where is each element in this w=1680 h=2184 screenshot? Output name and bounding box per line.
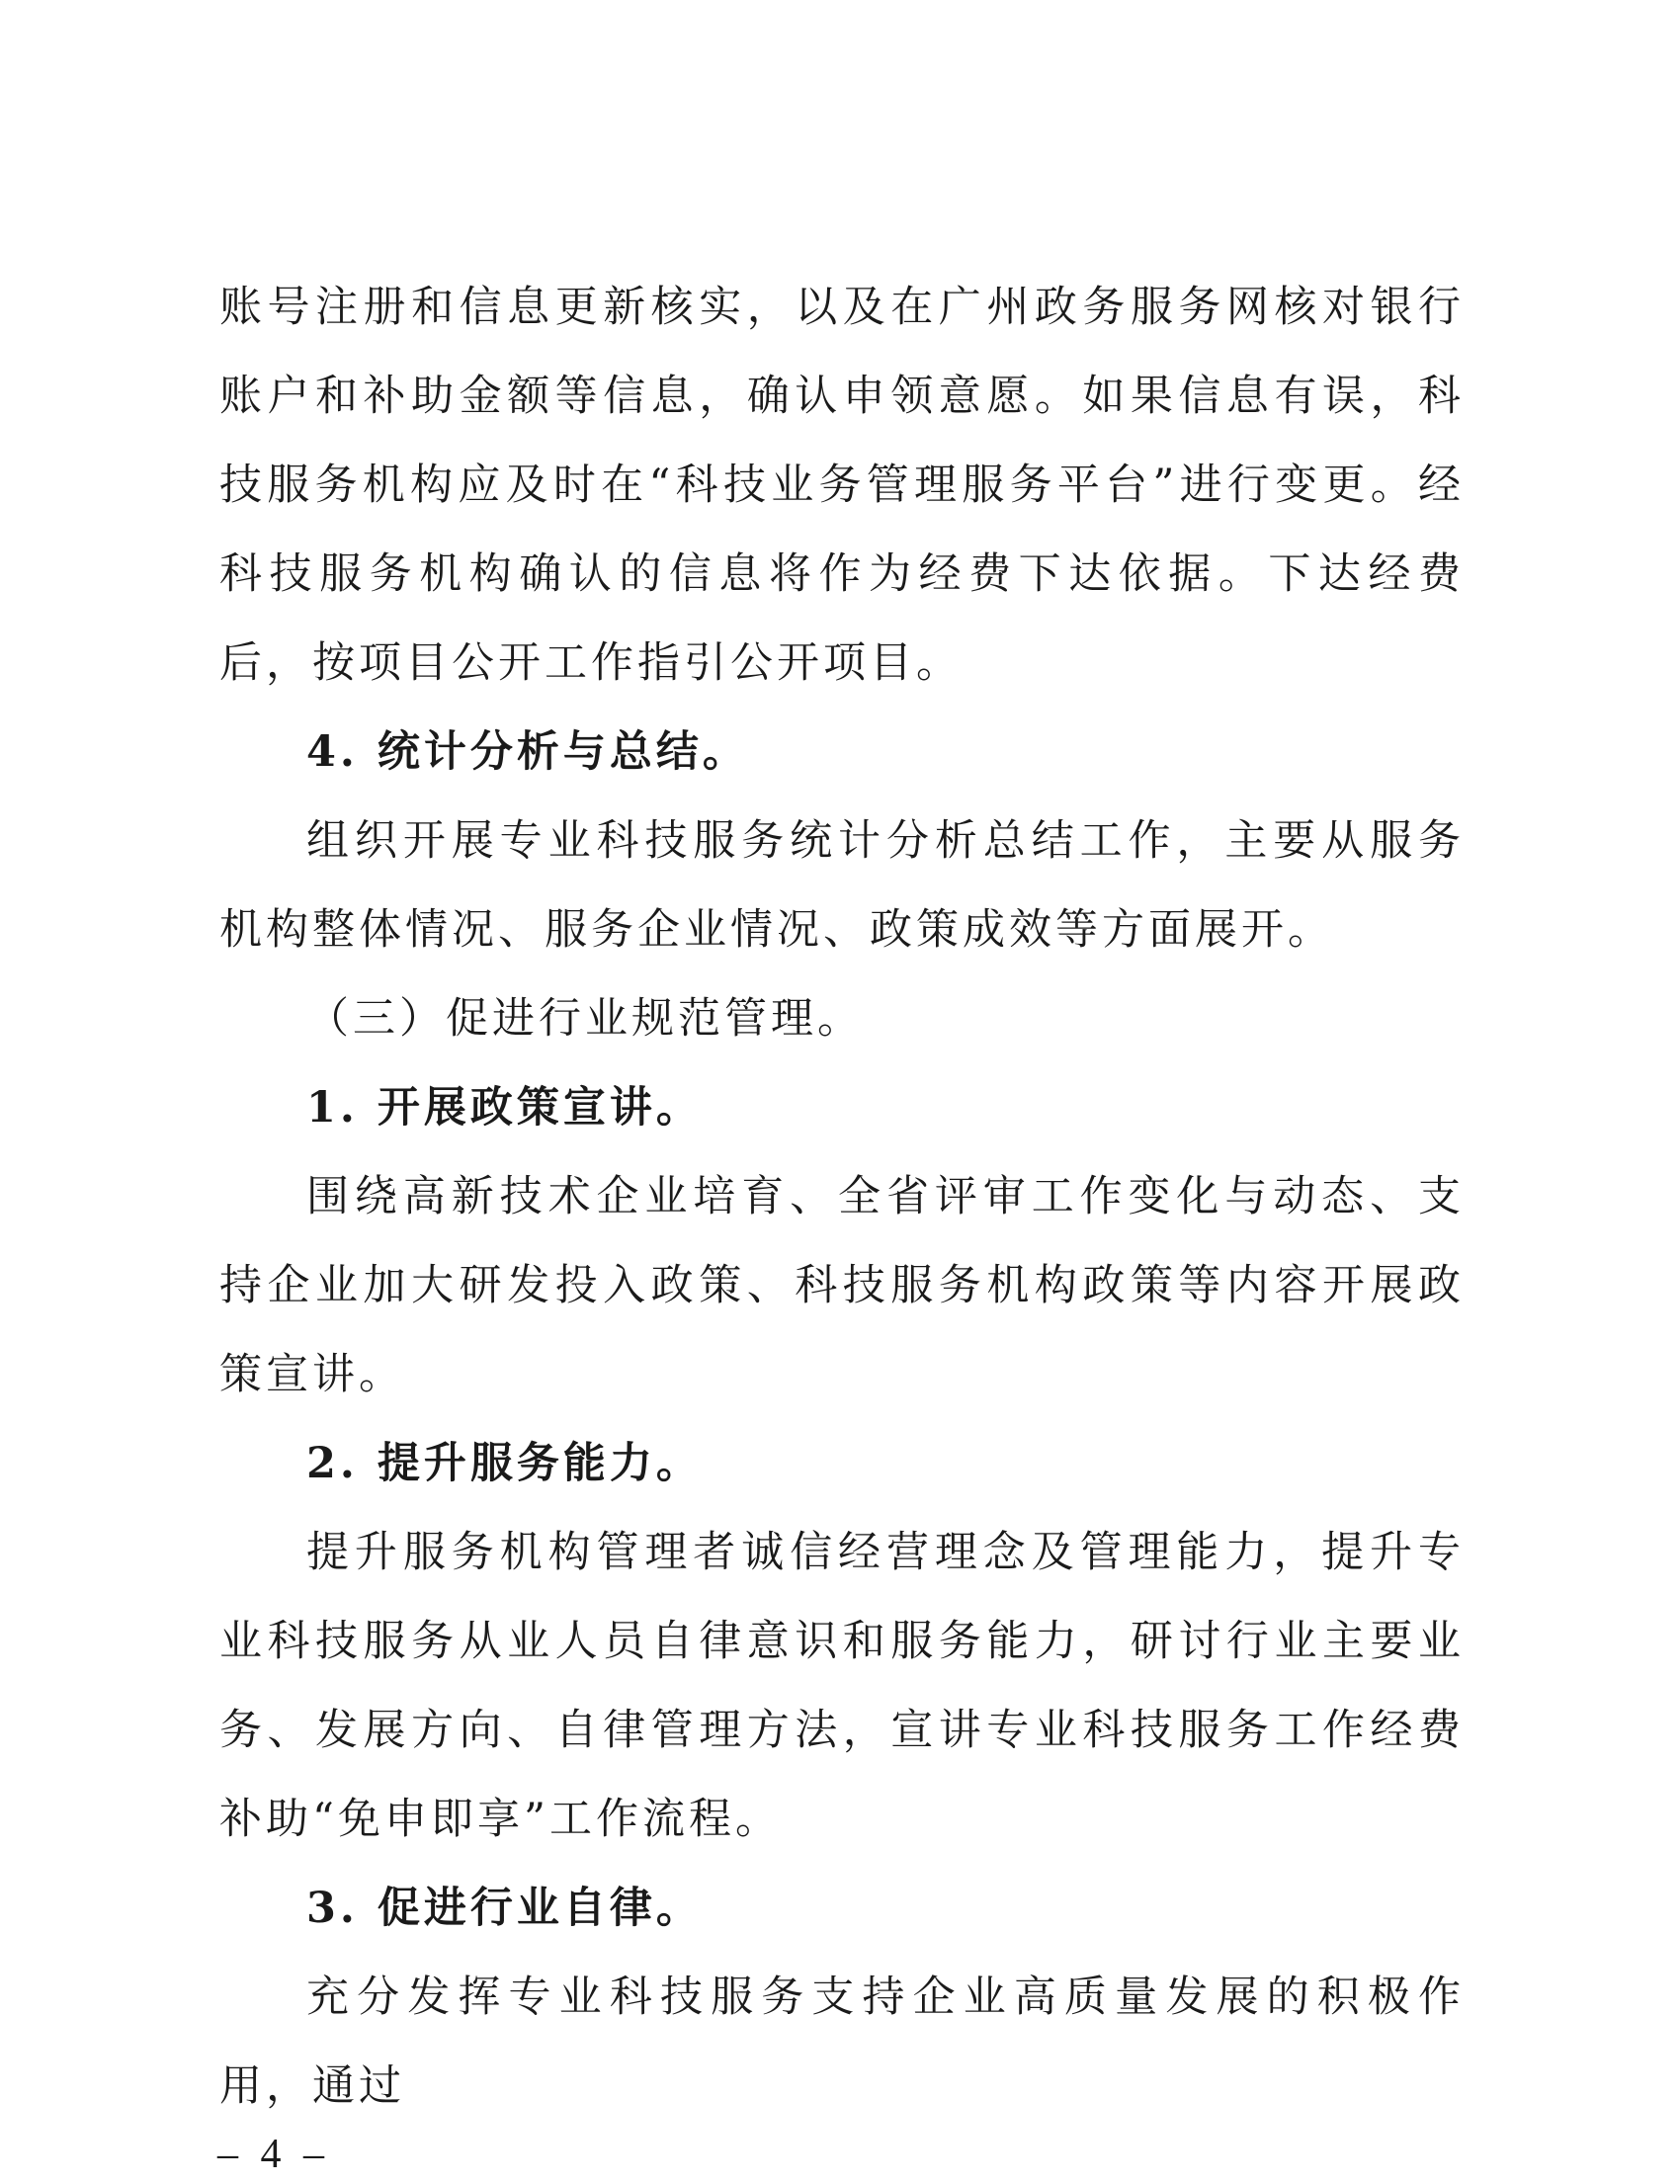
heading-policy-briefing: 1. 开展政策宣讲。 bbox=[306, 1083, 703, 1133]
section-heading-industry-management: （三）促进行业规范管理。 bbox=[306, 994, 864, 1044]
document-body bbox=[219, 263, 1465, 2131]
paragraph-continuation: 账号注册和信息更新核实，以及在广州政务服务网核对银行账户和补助金额等信息，确认申领意愿。如果信息有误，科技服务机构应及时在“科技业务管理服务平台”进行变更。经科技服务机构确认的信息将作为经费下达依据。下达经费后，按项目公开工作指引公开项目。 bbox=[219, 283, 1465, 688]
paragraph-statistics-summary: 组织开展专业科技服务统计分析总结工作，主要从服务机构整体情况、服务企业情况、政策成效等方面展开。 bbox=[219, 816, 1465, 955]
page-number: – 4 – bbox=[217, 2132, 330, 2177]
heading-statistics-summary: 4. 统计分析与总结。 bbox=[306, 727, 749, 777]
heading-service-capability: 2. 提升服务能力。 bbox=[306, 1439, 703, 1488]
paragraph-service-capability: 提升服务机构管理者诚信经营理念及管理能力，提升专业科技服务从业人员自律意识和服务能力，研讨行业主要业务、发展方向、自律管理方法，宣讲专业科技服务工作经费补助“免申即享”工作流程。 bbox=[219, 1528, 1465, 1844]
heading-industry-self-discipline: 3. 促进行业自律。 bbox=[306, 1884, 703, 1933]
paragraph-policy-briefing: 围绕高新技术企业培育、全省评审工作变化与动态、支持企业加大研发投入政策、科技服务机构政策等内容开展政策宣讲。 bbox=[219, 1172, 1465, 1399]
paragraph-industry-self-discipline: 充分发挥专业科技服务支持企业高质量发展的积极作用，通过 bbox=[219, 1973, 1465, 2111]
